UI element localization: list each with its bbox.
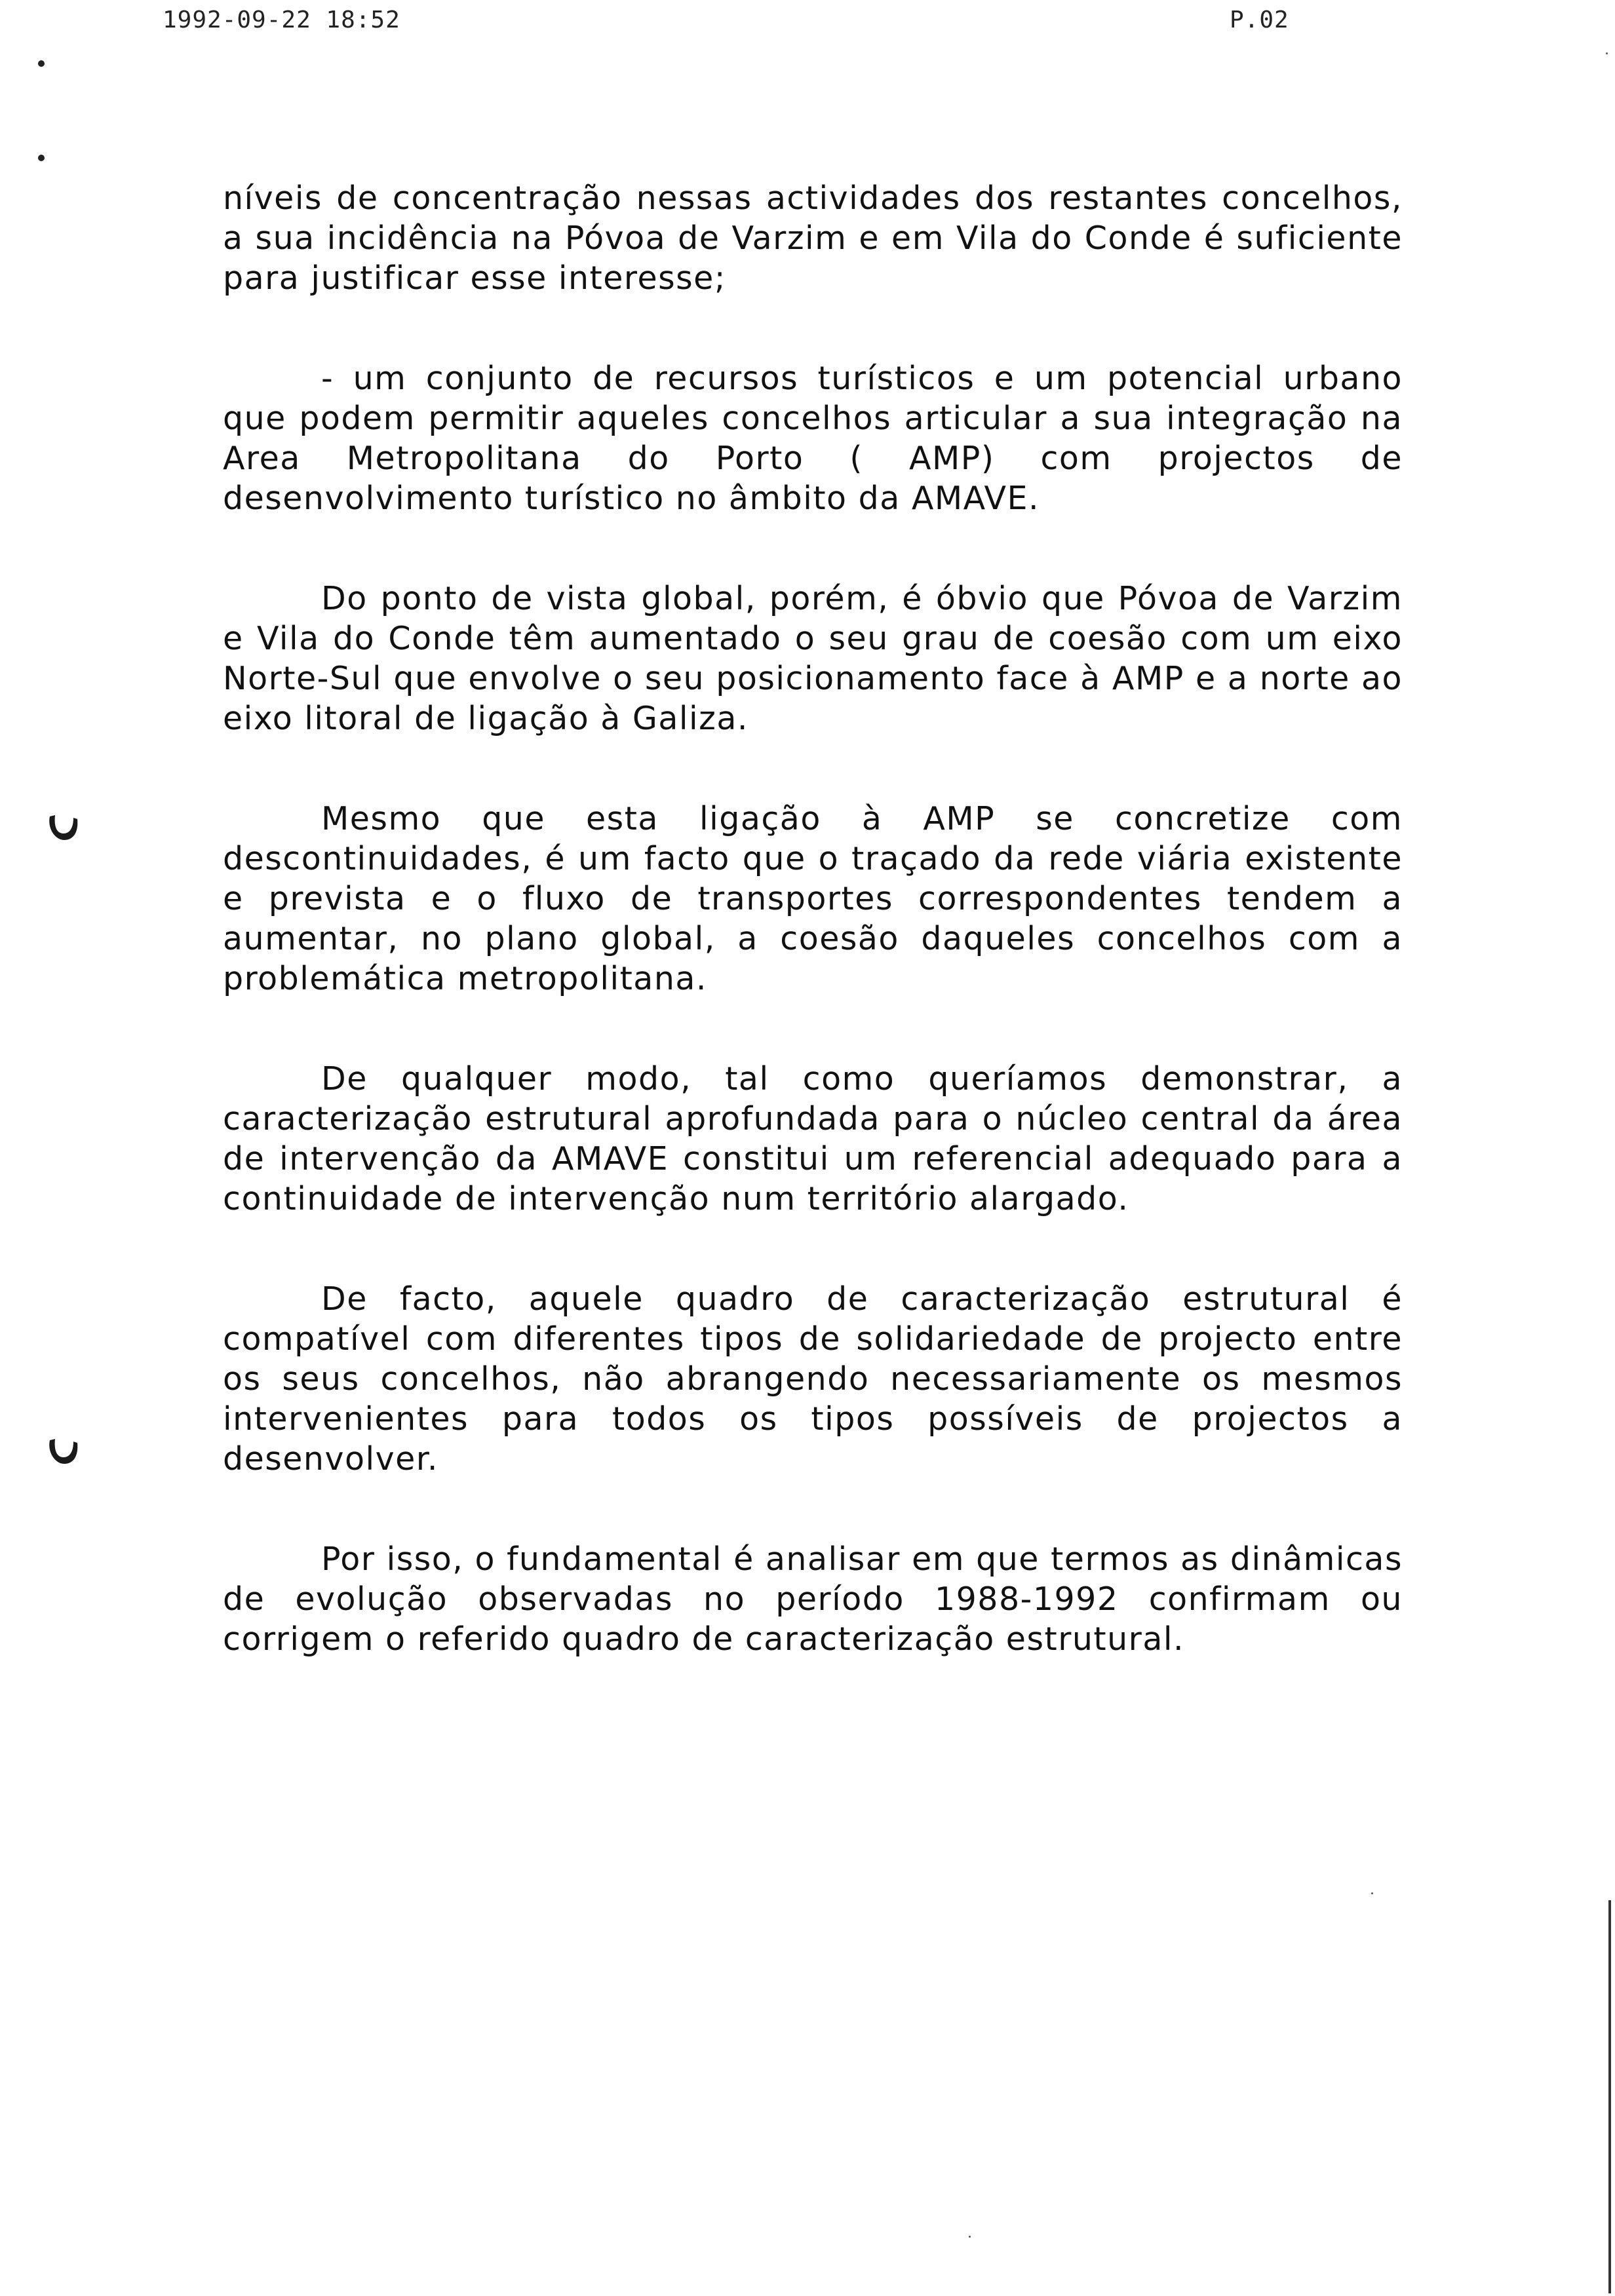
punch-hole-mark: [46, 811, 80, 843]
scan-speck: [969, 2236, 971, 2238]
paragraph: Do ponto de vista global, porém, é óbvio que Póvoa de Varzim e Vila do Conde têm aumentado o seu grau de coesão com um eixo Norte-Sul que envolve o seu posicionamento face à AMP e a norte ao eixo litoral de ligação à Galiza.: [223, 580, 1403, 737]
fax-header: [0, 5, 1615, 45]
punch-hole-mark: [46, 1435, 80, 1466]
fax-timestamp: 1992-09-22 18:52: [163, 7, 400, 33]
scan-speck: [1606, 52, 1608, 54]
scan-edge-line: [1608, 1900, 1611, 2293]
scan-speck: [1371, 1892, 1373, 1894]
paragraph: Por isso, o fundamental é analisar em que termos as dinâmicas de evolução observadas no período 1988-1992 confirmam ou corrigem o referido quadro de caracterização estrutural.: [223, 1540, 1403, 1658]
paragraph: Mesmo que esta ligação à AMP se concretize com descontinuidades, é um facto que o traçado da rede viária existente e prevista e o fluxo de transportes correspondentes tendem a aumentar, no plano global, a coesão daqueles concelhos com a problemática metropolitana.: [223, 800, 1403, 997]
paragraph: níveis de concentração nessas actividades dos restantes concelhos, a sua incidência na Póvoa de Varzim e em Vila do Conde é suficiente para justificar esse interesse;: [223, 180, 1403, 297]
fax-page-number: P.02: [1230, 7, 1289, 33]
document-body: [223, 178, 1403, 1719]
scan-dot-mark: [38, 60, 45, 67]
scan-dot-mark: [38, 155, 45, 161]
paragraph: De qualquer modo, tal como queríamos demonstrar, a caracterização estrutural aprofundada para o núcleo central da área de intervenção da AMAVE constitui um referencial adequado para a continuidade de intervenção num território alargado.: [223, 1060, 1403, 1217]
paragraph: - um conjunto de recursos turísticos e um potencial urbano que podem permitir aqueles concelhos articular a sua integração na Area Metropolitana do Porto ( AMP) com projectos de desenvolvimento turístico no âmbito da AMAVE.: [223, 360, 1403, 517]
paragraph: De facto, aquele quadro de caracterização estrutural é compatível com diferentes tipos de solidariedade de projecto entre os seus concelhos, não abrangendo necessariamente os mesmos intervenientes para todos os tipos possíveis de projectos a desenvolver.: [223, 1280, 1403, 1478]
